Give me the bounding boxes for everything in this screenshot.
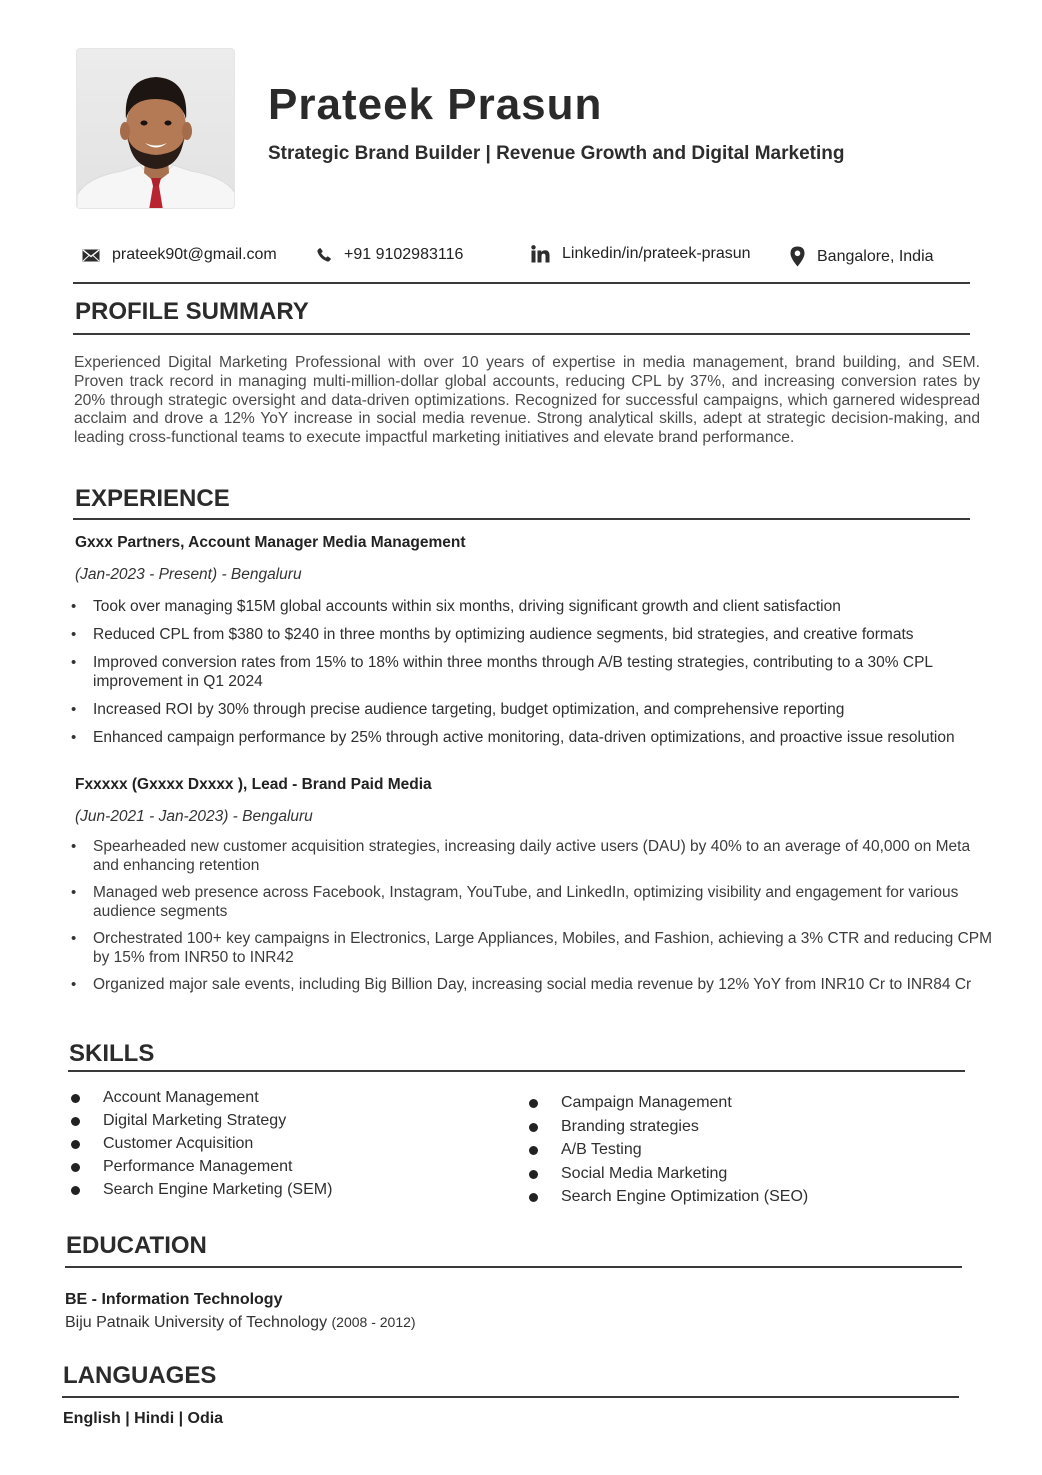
skill-item: A/B Testing (529, 1141, 808, 1159)
headline-tagline: Strategic Brand Builder | Revenue Growth and Digital Marketing (268, 143, 845, 164)
skill-item: Search Engine Optimization (SEO) (529, 1188, 808, 1206)
skill-item: Digital Marketing Strategy (71, 1112, 332, 1130)
skill-item: Customer Acquisition (71, 1135, 332, 1153)
email-text: prateek90t@gmail.com (112, 246, 277, 263)
skills-left-column (71, 1089, 332, 1199)
list-item: • Took over managing $15M global accounts within six months, driving significant growth and client satisfaction (74, 597, 994, 616)
section-title-skills: SKILLS (69, 1040, 155, 1067)
list-item: • Improved conversion rates from 15% to 18% within three months through A/B testing strategies, contributing to a 30% CPL improvement in Q1 2024 (74, 653, 994, 691)
skill-item: Branding strategies (529, 1118, 808, 1136)
section-title-profile-summary: PROFILE SUMMARY (75, 298, 309, 325)
envelope-icon (82, 249, 100, 262)
job-1-dates: (Jan-2023 - Present) - Bengaluru (75, 566, 302, 583)
education-years: (2008 - 2012) (331, 1314, 416, 1330)
education-school-name: Biju Patnaik University of Technology (65, 1314, 328, 1331)
list-item: • Increased ROI by 30% through precise audience targeting, budget optimization, and comprehensive reporting (74, 700, 994, 719)
job-2-title: Fxxxxx (Gxxxx Dxxxx ), Lead - Brand Paid Media (75, 776, 432, 793)
education-institution (65, 1314, 416, 1332)
job-1-title: Gxxx Partners, Account Manager Media Management (75, 534, 466, 551)
map-pin-icon (790, 246, 805, 267)
section-title-experience: EXPERIENCE (75, 485, 230, 512)
phone-icon (316, 247, 332, 263)
job-2-bullets (74, 837, 994, 1002)
divider (73, 282, 970, 284)
skills-right-column (529, 1094, 808, 1206)
linkedin-text: Linkedin/in/prateek-prasun (562, 245, 751, 262)
section-rule (73, 518, 970, 520)
skill-item: Campaign Management (529, 1094, 808, 1112)
skill-item: Social Media Marketing (529, 1165, 808, 1183)
phone-text: +91 9102983116 (344, 246, 464, 263)
contact-phone[interactable] (316, 246, 463, 264)
location-text: Bangalore, India (817, 247, 934, 265)
skill-item: Account Management (71, 1089, 332, 1107)
section-rule (65, 1266, 962, 1268)
section-rule (62, 1396, 959, 1398)
section-title-education: EDUCATION (66, 1232, 207, 1259)
list-item: • Spearheaded new customer acquisition strategies, increasing daily active users (DAU) by 40% to an average of 40,000 on Meta and enhancing retention (74, 837, 994, 875)
contact-email[interactable] (82, 246, 277, 264)
profile-summary-text: Experienced Digital Marketing Professional with over 10 years of expertise in media management, brand building, and SEM. Proven track record in managing multi-million-dollar global accounts, reducing CPL by 37%, and increasing conversion rates by 20% through strategic oversight and data-driven optimizations. Recognized for successful campaigns, which garnered widespread acclaim and drove a 12% YoY increase in social media revenue. Strong analytical skills, adept at strategic decision-making, and leading cross-functional teams to execute impactful marketing initiatives and elevate brand performance. (74, 354, 980, 447)
list-item: • Managed web presence across Facebook, Instagram, YouTube, and LinkedIn, optimizing visibility and engagement for various audience segments (74, 883, 994, 921)
linkedin-icon (531, 245, 550, 263)
skill-item: Search Engine Marketing (SEM) (71, 1181, 332, 1199)
section-rule (68, 1070, 965, 1072)
list-item: • Reduced CPL from $380 to $240 in three months by optimizing audience segments, bid strategies, and creative formats (74, 625, 994, 644)
skill-item: Performance Management (71, 1158, 332, 1176)
languages-list: English | Hindi | Odia (63, 1410, 224, 1427)
candidate-name: Prateek Prasun (268, 80, 603, 129)
section-rule (73, 333, 970, 335)
section-title-languages: LANGUAGES (63, 1362, 217, 1389)
person-portrait-icon (77, 49, 235, 209)
profile-photo (76, 48, 235, 209)
job-2-dates: (Jun-2021 - Jan-2023) - Bengaluru (75, 808, 313, 825)
education-degree: BE - Information Technology (65, 1291, 283, 1308)
list-item: • Enhanced campaign performance by 25% through active monitoring, data-driven optimizations, and proactive issue resolution (74, 728, 994, 747)
contact-location (790, 246, 934, 267)
contact-linkedin[interactable] (531, 245, 751, 263)
job-1-bullets (74, 597, 994, 756)
list-item: • Organized major sale events, including Big Billion Day, increasing social media revenue by 12% YoY from INR10 Cr to INR84 Cr (74, 975, 994, 994)
list-item: • Orchestrated 100+ key campaigns in Electronics, Large Appliances, Mobiles, and Fashion, achieving a 3% CTR and reducing CPM by 15% from INR50 to INR42 (74, 929, 994, 967)
